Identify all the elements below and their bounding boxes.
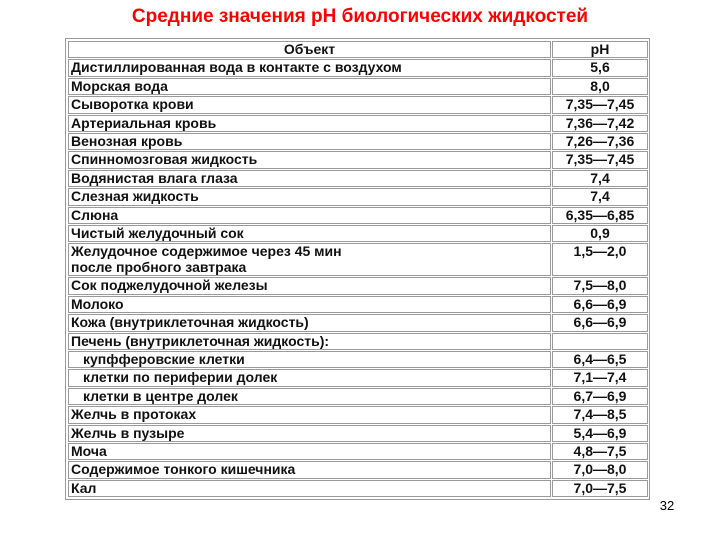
table-header-row [68,41,648,58]
ph-table [67,40,649,498]
row-ph-cell: 7,36—7,42 [552,115,648,132]
row-ph-cell: 7,4 [552,170,648,187]
row-object-cell: Морская вода [68,78,551,95]
row-object-cell: Сыворотка крови [68,96,551,113]
row-ph-cell: 7,35—7,45 [552,151,648,168]
table-row [68,151,648,168]
table-row [68,207,648,224]
row-object-cell: Слезная жидкость [68,188,551,205]
table-row [68,333,648,350]
row-ph-cell: 7,0—7,5 [552,480,648,497]
row-object-cell: Желчь в пузыре [68,425,551,442]
row-object-cell: купфферовские клетки [68,351,551,368]
row-object-cell: клетки по периферии долек [68,369,551,386]
row-ph-cell: 0,9 [552,225,648,242]
row-ph-cell: 6,4—6,5 [552,351,648,368]
table-row [68,78,648,95]
page-number: 32 [659,498,675,513]
table-row [68,188,648,205]
row-ph-cell: 7,0—8,0 [552,461,648,478]
row-object-cell: Спинномозговая жидкость [68,151,551,168]
table-row [68,351,648,368]
row-object-cell: клетки в центре долек [68,388,551,405]
table-row [68,296,648,313]
row-ph-cell: 5,4—6,9 [552,425,648,442]
row-ph-cell: 7,4 [552,188,648,205]
row-ph-cell: 4,8—7,5 [552,443,648,460]
row-ph-cell: 6,6—6,9 [552,296,648,313]
table-row [68,115,648,132]
row-ph-cell: 1,5—2,0 [552,243,648,276]
slide-title: Средние значения рН биологических жидкостей [131,6,589,27]
row-ph-cell: 5,6 [552,59,648,76]
row-ph-cell: 8,0 [552,78,648,95]
row-object-cell: Кал [68,480,551,497]
row-object-cell: Чистый желудочный сок [68,225,551,242]
row-object-cell: Дистиллированная вода в контакте с воздухом [68,59,551,76]
table-row [68,59,648,76]
row-object-cell: Сок поджелудочной железы [68,277,551,294]
row-object-cell: Слюна [68,207,551,224]
row-ph-cell: 6,7—6,9 [552,388,648,405]
table-row [68,480,648,497]
row-ph-cell: 7,4—8,5 [552,406,648,423]
row-object-cell: Молоко [68,296,551,313]
row-ph-cell: 6,35—6,85 [552,207,648,224]
table-row [68,133,648,150]
table-row [68,443,648,460]
row-object-cell: Содержимое тонкого кишечника [68,461,551,478]
table-row [68,388,648,405]
table-row [68,277,648,294]
row-object-cell: Кожа (внутриклеточная жидкость) [68,314,551,331]
row-ph-cell: 7,26—7,36 [552,133,648,150]
table-row [68,425,648,442]
table-row [68,461,648,478]
ph-table-container [65,38,650,500]
table-row [68,96,648,113]
table-row [68,225,648,242]
row-object-cell: Желчь в протоках [68,406,551,423]
table-row [68,406,648,423]
row-object-cell: Артериальная кровь [68,115,551,132]
table-row [68,170,648,187]
row-object-line: после пробного завтрака [71,258,247,275]
header-ph: рН [552,41,648,58]
row-object-cell: Венозная кровь [68,133,551,150]
row-object-cell: Водянистая влага глаза [68,170,551,187]
row-object-cell: Моча [68,443,551,460]
row-ph-cell: 7,35—7,45 [552,96,648,113]
header-object: Объект [68,41,551,58]
row-ph-cell: 7,5—8,0 [552,277,648,294]
table-row [68,369,648,386]
row-object-cell: Печень (внутриклеточная жидкость): [68,333,551,350]
row-ph-cell [552,333,648,350]
table-row [68,243,648,276]
row-object-cell [68,243,551,276]
table-row [68,314,648,331]
row-object-line: Желудочное содержимое через 45 мин [71,243,342,260]
row-ph-cell: 7,1—7,4 [552,369,648,386]
row-ph-cell: 6,6—6,9 [552,314,648,331]
